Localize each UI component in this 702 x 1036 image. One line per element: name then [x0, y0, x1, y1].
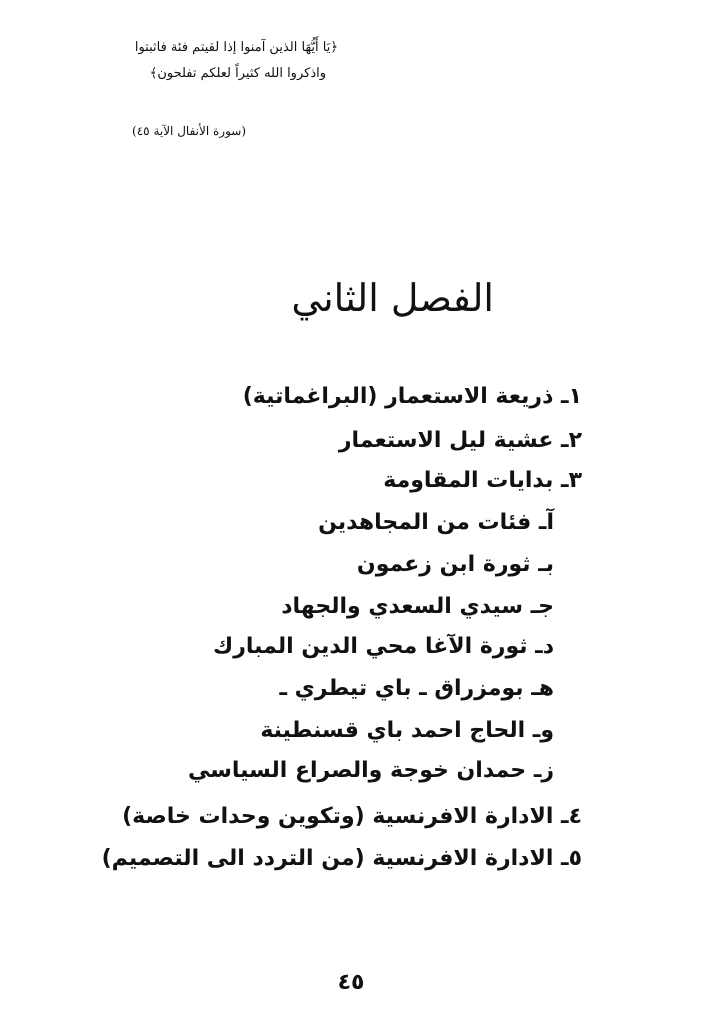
page-number: ٤٥: [337, 970, 365, 995]
toc-subitem: آـ فئات من المجاهدين: [318, 510, 554, 535]
toc-subitem: بـ ثورة ابن زعمون: [356, 552, 554, 577]
toc-item: ٥ـ الادارة الافرنسية (من التردد الى التصميم): [101, 846, 582, 871]
toc-subitem: هـ بومزراق ـ باي تيطري ـ: [279, 676, 554, 701]
verse-line: واذكروا الله كثيراً لعلكم تفلحون﴾: [149, 66, 326, 81]
verse-line: ﴿يَا أَيُّهَا الذين آمنوا إذا لقيتم فئة فاثبتوا: [134, 40, 338, 55]
verse-reference: (سورة الأنفال الآية ٤٥): [132, 124, 246, 138]
toc-subitem: زـ حمدان خوجة والصراع السياسي: [187, 758, 554, 783]
toc-subitem: وـ الحاج احمد باي قسنطينة: [260, 718, 554, 743]
toc-subitem: جـ سيدي السعدي والجهاد: [281, 594, 554, 619]
toc-item: ٤ـ الادارة الافرنسية (وتكوين وحدات خاصة): [122, 804, 582, 829]
toc-subitem: دـ ثورة الآغا محي الدين المبارك: [213, 634, 554, 659]
toc-item: ٢ـ عشية ليل الاستعمار: [338, 428, 582, 453]
toc-item: ١ـ ذريعة الاستعمار (البراغماتية): [242, 384, 582, 409]
chapter-title: الفصل الثاني: [291, 276, 494, 320]
toc-item: ٣ـ بدايات المقاومة: [383, 468, 582, 493]
